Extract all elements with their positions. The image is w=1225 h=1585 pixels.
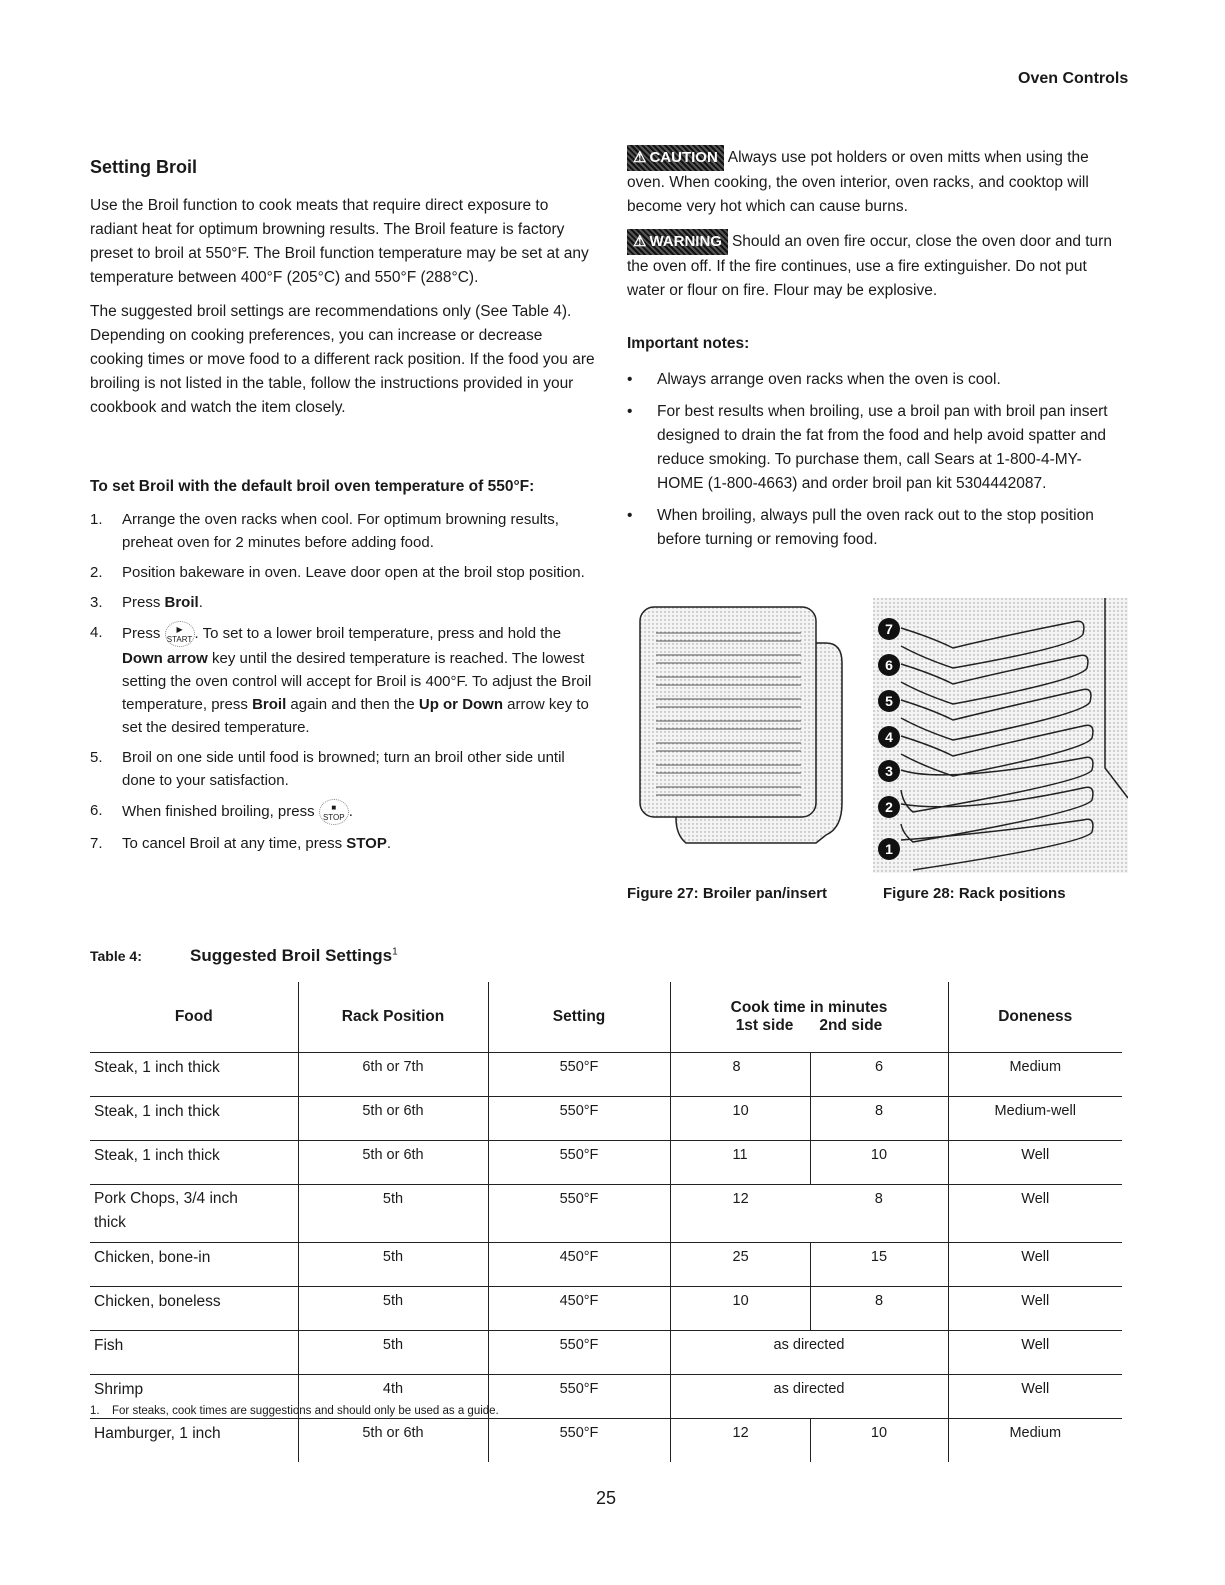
header-cook-time-label: Cook time in minutes: [730, 999, 888, 1016]
table-row: [90, 1053, 1122, 1097]
section-title: Setting Broil: [90, 157, 197, 177]
cell-doneness: Medium: [948, 1419, 1122, 1463]
step-text: Broil on one side until food is browned; turn an broil other side until done to your satisfaction.: [122, 749, 565, 789]
header-first-side: 1st side: [735, 1017, 794, 1034]
up-down-key-label: Up or Down: [418, 696, 504, 713]
step-text-part: .: [198, 594, 203, 611]
cell-food: Steak, 1 inch thick: [90, 1053, 298, 1097]
table-title: Suggested Broil Settings: [190, 946, 393, 965]
stop-key-label: STOP: [346, 835, 387, 852]
steps-subheading: To set Broil with the default broil oven temperature of 550°F:: [90, 478, 535, 495]
step-3: [90, 591, 600, 614]
step-text: Arrange the oven racks when cool. For optimum browning results, preheat oven for 2 minutes before adding food.: [122, 511, 559, 551]
step-number: 4.: [90, 624, 103, 641]
cell-setting: 550°F: [488, 1097, 670, 1141]
rack-number-3: 3: [885, 763, 893, 779]
bullet-icon: •: [627, 507, 633, 524]
header-setting: Setting: [488, 982, 670, 1053]
cell-setting: 550°F: [488, 1053, 670, 1097]
steps-list: [90, 508, 600, 862]
step-number: 6.: [90, 802, 103, 819]
warning-label: WARNING: [649, 233, 722, 250]
cell-doneness: Well: [948, 1243, 1122, 1287]
table-row: [90, 1243, 1122, 1287]
step-number: 3.: [90, 594, 103, 611]
table-row: [90, 1097, 1122, 1141]
cell-setting: 450°F: [488, 1243, 670, 1287]
step-text-part: arrow key to set the desired temperature.: [122, 696, 589, 736]
note-text: Always arrange oven racks when the oven is cool.: [657, 371, 1001, 388]
table-row: [90, 1419, 1122, 1463]
bullet-icon: •: [627, 371, 633, 388]
header-cook-time: [670, 982, 948, 1053]
step-number: 1.: [90, 511, 103, 528]
table-row: [90, 1185, 1122, 1243]
cell-second-side: 8: [810, 1287, 948, 1331]
cell-doneness: Well: [948, 1185, 1122, 1243]
page-header-title: Oven Controls: [1018, 70, 1129, 87]
broil-key-label: Broil: [164, 594, 199, 611]
caution-notice: [627, 145, 1127, 219]
cell-doneness: Well: [948, 1287, 1122, 1331]
stop-key-icon: ■ STOP: [319, 799, 349, 825]
note-item: [627, 368, 1127, 392]
cell-rack: 4th: [298, 1375, 488, 1419]
header-second-side: 2nd side: [819, 1017, 883, 1034]
cell-food: Pork Chops, 3/4 inch thick: [90, 1185, 298, 1243]
cell-food: Fish: [90, 1331, 298, 1375]
table-title-row: [90, 946, 398, 966]
caution-label: CAUTION: [649, 149, 718, 166]
intro-paragraph-1: Use the Broil function to cook meats that require direct exposure to radiant heat for optimum browning results. The Broil feature is factory preset to broil at 550°F. The Broil function temperature may be set at any temperature between 400°F (205°C) and 550°F (288°C).: [90, 197, 589, 286]
note-item: [627, 400, 1127, 496]
note-item: [627, 504, 1127, 552]
cell-rack: 5th or 6th: [298, 1097, 488, 1141]
cell-food: Steak, 1 inch thick: [90, 1097, 298, 1141]
step-1: [90, 508, 600, 554]
cell-second-side: 6: [810, 1053, 948, 1097]
cell-first-side: 12: [670, 1185, 810, 1243]
cell-first-side: 10: [670, 1097, 810, 1141]
cell-doneness: Medium: [948, 1053, 1122, 1097]
table-title-footnote-mark: 1: [392, 946, 398, 958]
rack-number-6: 6: [885, 657, 893, 673]
rack-number-5: 5: [885, 693, 893, 709]
cell-doneness: Well: [948, 1331, 1122, 1375]
cell-setting: 550°F: [488, 1375, 670, 1419]
table-row: [90, 1287, 1122, 1331]
cell-setting: 550°F: [488, 1419, 670, 1463]
start-key-label: START: [166, 635, 193, 644]
cell-food: Chicken, bone-in: [90, 1243, 298, 1287]
step-text: [122, 621, 600, 739]
step-text: [122, 591, 600, 614]
step-number: 5.: [90, 749, 103, 766]
step-text-part: Press: [122, 624, 165, 642]
cell-second-side: 8: [810, 1097, 948, 1141]
rack-number-7: 7: [885, 621, 893, 637]
figure-28-caption: Figure 28: Rack positions: [883, 885, 1066, 902]
cell-doneness: Well: [948, 1375, 1122, 1419]
cell-food: Chicken, boneless: [90, 1287, 298, 1331]
cell-second-side: 10: [810, 1141, 948, 1185]
important-notes-list: [627, 368, 1127, 560]
step-text-part: When finished broiling, press: [122, 802, 319, 820]
table-header-row: [90, 982, 1122, 1053]
step-number: 7.: [90, 835, 103, 852]
important-notes-title: Important notes:: [627, 335, 750, 352]
step-text-part: To cancel Broil at any time, press: [122, 835, 347, 852]
cell-second-side: 15: [810, 1243, 948, 1287]
cell-rack: 5th: [298, 1287, 488, 1331]
cell-rack: 5th: [298, 1331, 488, 1375]
page-number: 25: [596, 1488, 617, 1508]
step-text-part: .: [386, 835, 392, 852]
step-text-part: .: [348, 802, 353, 820]
cell-rack: 5th: [298, 1243, 488, 1287]
header-food: Food: [174, 1008, 213, 1025]
cell-food: Hamburger, 1 inch: [90, 1419, 298, 1463]
intro-paragraph-2: The suggested broil settings are recommendations only (See Table 4). Depending on cooking preferences, you can increase or decrease cooking times or move food to a different rack position. If the food you are broiling is not listed in the table, follow the instructions provided in your cookbook and watch the item closely.: [90, 303, 595, 416]
warning-triangle-icon: ⚠: [633, 149, 647, 166]
step-text: [122, 832, 600, 855]
rack-number-1: 1: [885, 841, 893, 857]
step-text: [122, 799, 600, 825]
cell-second-side: 8: [810, 1185, 948, 1243]
cell-cook-time-merged: as directed: [670, 1375, 948, 1419]
cell-setting: 550°F: [488, 1141, 670, 1185]
cell-first-side: 11: [670, 1141, 810, 1185]
bullet-icon: •: [627, 403, 633, 420]
cell-cook-time-merged: as directed: [670, 1331, 948, 1375]
step-number: 2.: [90, 564, 103, 581]
intro-text: [90, 194, 595, 420]
cell-setting: 550°F: [488, 1185, 670, 1243]
warning-triangle-icon: ⚠: [633, 233, 647, 250]
step-text-part: . To set to a lower broil temperature, press and hold the: [194, 624, 562, 642]
cell-rack: 5th or 6th: [298, 1141, 488, 1185]
start-key-icon: ▶ START: [165, 621, 195, 647]
cell-setting: 550°F: [488, 1331, 670, 1375]
cell-food: Steak, 1 inch thick: [90, 1141, 298, 1185]
broil-settings-table: [90, 982, 1122, 1462]
cell-second-side: 10: [810, 1419, 948, 1463]
rack-number-2: 2: [885, 799, 893, 815]
warning-notice: [627, 229, 1127, 303]
broiler-pan-illustration: [636, 603, 848, 865]
cell-first-side: 25: [670, 1243, 810, 1287]
header-rack-position: Rack Position: [298, 982, 488, 1053]
step-text-part: key until the desired temperature is reached. The lowest setting the oven control will accept for Broil is 400°F. To adjust the Broil temperature, press: [122, 650, 592, 713]
footnote-number: 1.: [90, 1405, 100, 1417]
table-row: [90, 1141, 1122, 1185]
down-arrow-key-label: Down arrow: [122, 650, 208, 667]
cell-first-side: 10: [670, 1287, 810, 1331]
step-4: [90, 621, 600, 739]
cell-rack: 5th: [298, 1185, 488, 1243]
broil-key-label: Broil: [252, 696, 287, 713]
note-text: For best results when broiling, use a broil pan with broil pan insert designed to drain the fat from the food and help avoid spatter and reduce smoking. To purchase them, call Sears at 1-800-4-MY-HOME (1-800-4663) and order broil pan kit 5304442087.: [657, 403, 1108, 492]
step-6: [90, 799, 600, 825]
caution-badge: [627, 145, 724, 171]
header-doneness: Doneness: [948, 982, 1122, 1053]
step-5: [90, 746, 600, 792]
caution-text: Always use pot holders or oven mitts when using the oven. When cooking, the oven interior, oven racks, and cooktop will become very hot which can cause burns.: [627, 149, 1089, 215]
cell-food: Shrimp: [90, 1375, 298, 1419]
stop-key-label: STOP: [322, 813, 345, 822]
step-7: [90, 832, 600, 855]
table-label: Table 4:: [90, 948, 142, 964]
rack-number-4: 4: [885, 729, 893, 745]
warning-text: Should an oven fire occur, close the oven door and turn the oven off. If the fire continues, use a fire extinguisher. Do not put water or flour on fire. Flour may be explosive.: [627, 233, 1112, 299]
table-row: [90, 1331, 1122, 1375]
cell-doneness: Medium-well: [948, 1097, 1122, 1141]
cell-doneness: Well: [948, 1141, 1122, 1185]
step-text-part: Press: [122, 594, 165, 611]
cell-first-side: 8: [670, 1053, 810, 1097]
step-text-part: again and then the: [286, 696, 419, 713]
warning-badge: [627, 229, 728, 255]
step-text: Position bakeware in oven. Leave door open at the broil stop position.: [122, 564, 585, 581]
cell-first-side: 12: [670, 1419, 810, 1463]
table-footnote: [90, 1405, 499, 1417]
cell-rack: 5th or 6th: [298, 1419, 488, 1463]
cell-setting: 450°F: [488, 1287, 670, 1331]
footnote-text: For steaks, cook times are suggestions and should only be used as a guide.: [112, 1405, 499, 1417]
figure-27-caption: Figure 27: Broiler pan/insert: [627, 885, 828, 902]
note-text: When broiling, always pull the oven rack out to the stop position before turning or removing food.: [657, 507, 1094, 548]
cell-rack: 6th or 7th: [298, 1053, 488, 1097]
step-2: [90, 561, 600, 584]
rack-positions-illustration: [873, 598, 1128, 873]
